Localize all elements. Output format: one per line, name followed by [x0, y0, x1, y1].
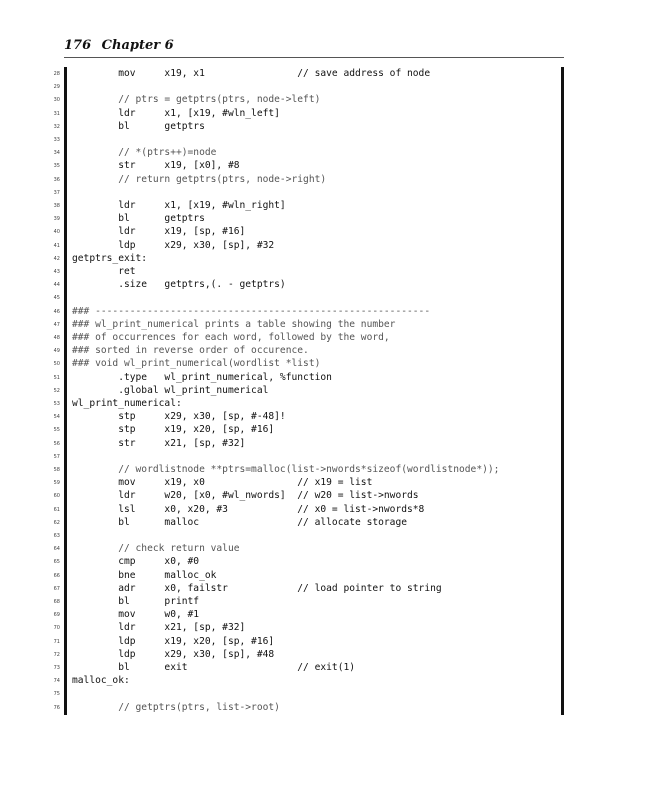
line-number: 43 — [53, 269, 60, 275]
line-number: 62 — [53, 519, 60, 526]
line-number: 48 — [53, 335, 60, 341]
code-line: ldr x21, [sp, #32] — [72, 622, 246, 634]
line-number: 57 — [53, 453, 60, 460]
line-number: 65 — [53, 559, 60, 566]
line-number: 41 — [53, 242, 60, 249]
code-line: ldr w20, [x0, #wl_nwords] // w20 = list->nwords — [72, 490, 419, 502]
line-number: 71 — [53, 638, 60, 645]
line-number: 72 — [53, 651, 60, 658]
line-number: 56 — [53, 440, 60, 447]
line-number: 49 — [53, 348, 60, 355]
code-line: ldr x1, [x19, #wln_left] — [72, 107, 280, 119]
line-number: 39 — [53, 216, 60, 223]
code-line: cmp x0, #0 — [72, 556, 200, 568]
line-number: 59 — [53, 480, 60, 487]
line-number: 61 — [53, 506, 60, 513]
code-line: ldp x19, x20, [sp, #16] — [72, 635, 275, 647]
line-number: 40 — [53, 229, 60, 236]
line-number: 45 — [53, 295, 60, 302]
code-line: .global wl_print_numerical — [72, 384, 269, 396]
line-number: 38 — [53, 203, 60, 209]
line-number: 46 — [53, 308, 60, 315]
line-number: 51 — [53, 374, 60, 381]
code-line: bl malloc // allocate storage — [72, 516, 408, 528]
code-line: str x21, [sp, #32] — [72, 437, 246, 449]
code-comment-line: // *(ptrs++)=node — [72, 147, 217, 159]
code-line: bne malloc_ok — [72, 569, 217, 581]
code-line: lsl x0, x20, #3 // x0 = list->nwords*8 — [72, 503, 425, 515]
code-line: .size getptrs,(. - getptrs) — [72, 279, 286, 291]
code-line: ret — [72, 266, 136, 277]
line-number: 34 — [53, 150, 60, 157]
code-line: ldp x29, x30, [sp], #32 — [72, 239, 275, 251]
line-number: 42 — [53, 255, 60, 262]
code-line: mov w0, #1 — [72, 609, 200, 621]
code-line: malloc_ok: — [72, 675, 130, 687]
code-line: ldr x1, [x19, #wln_right] — [72, 200, 286, 211]
code-line: getptrs_exit: — [72, 252, 148, 264]
code-comment-line: // return getptrs(ptrs, node->right) — [72, 173, 327, 185]
line-number: 28 — [53, 71, 60, 77]
code-line: bl getptrs — [72, 120, 205, 132]
line-number: 32 — [53, 123, 60, 130]
code-line: mov x19, x0 // x19 = list — [72, 477, 373, 489]
code-line: bl getptrs — [72, 213, 205, 225]
line-number: 36 — [53, 176, 60, 183]
line-number: 35 — [53, 163, 60, 170]
line-number: 29 — [53, 84, 60, 91]
line-number: 52 — [53, 387, 60, 394]
chapter-title: Chapter 6 — [101, 38, 174, 53]
line-number: 73 — [53, 665, 60, 671]
code-line: stp x29, x30, [sp, #-48]! — [72, 411, 286, 423]
code-comment-line: // wordlistnode **ptrs=malloc(list->nwords*sizeof(wordlistnode*)); — [72, 464, 500, 475]
line-number: 33 — [53, 137, 60, 143]
code-comment-line: ### void wl_print_numerical(wordlist *list) — [72, 358, 321, 370]
line-number: 58 — [53, 467, 60, 473]
line-number: 74 — [53, 678, 60, 685]
line-number: 44 — [53, 282, 60, 289]
page-header — [64, 38, 174, 53]
code-line: ldr x19, [sp, #16] — [72, 226, 246, 238]
code-line: stp x19, x20, [sp, #16] — [72, 424, 275, 436]
line-number: 64 — [53, 546, 60, 553]
code-comment-line: // ptrs = getptrs(ptrs, node->left) — [72, 94, 321, 106]
line-number: 75 — [53, 691, 60, 698]
code-comment-line: ### of occurrences for each word, followed by the word, — [72, 332, 390, 343]
code-line: ldp x29, x30, [sp], #48 — [72, 648, 275, 660]
code-comment-line: ### ---------------------------------------------------------- — [72, 305, 431, 317]
code-comment-line: ### wl_print_numerical prints a table showing the number — [72, 318, 396, 330]
line-number: 37 — [53, 189, 60, 196]
line-number: 31 — [53, 110, 60, 117]
line-number: 76 — [53, 704, 60, 711]
line-number: 47 — [53, 321, 60, 328]
code-line: wl_print_numerical: — [72, 398, 182, 409]
line-number: 54 — [53, 414, 60, 421]
code-line: bl printf — [72, 596, 200, 607]
code-line: mov x19, x1 // save address of node — [72, 68, 431, 79]
line-number: 67 — [53, 585, 60, 592]
line-number: 50 — [53, 361, 60, 368]
line-number: 66 — [53, 572, 60, 579]
code-comment-line: // check return value — [72, 543, 240, 555]
code-comment-line: ### sorted in reverse order of occurence. — [72, 345, 309, 357]
line-number: 55 — [53, 427, 60, 434]
code-line: bl exit // exit(1) — [72, 662, 356, 673]
line-number: 30 — [53, 97, 60, 104]
code-comment-line: // getptrs(ptrs, list->root) — [72, 701, 280, 713]
line-number: 68 — [53, 599, 60, 605]
page-number: 176 — [64, 38, 92, 53]
line-number: 70 — [53, 625, 60, 632]
line-number: 63 — [53, 533, 60, 539]
line-number: 53 — [53, 401, 60, 407]
code-line: adr x0, failstr // load pointer to string — [72, 582, 442, 594]
code-line: .type wl_print_numerical, %function — [72, 371, 332, 383]
code-line: str x19, [x0], #8 — [72, 160, 240, 172]
line-number: 60 — [53, 493, 60, 500]
line-number: 69 — [53, 612, 60, 619]
header-rule — [64, 57, 564, 58]
